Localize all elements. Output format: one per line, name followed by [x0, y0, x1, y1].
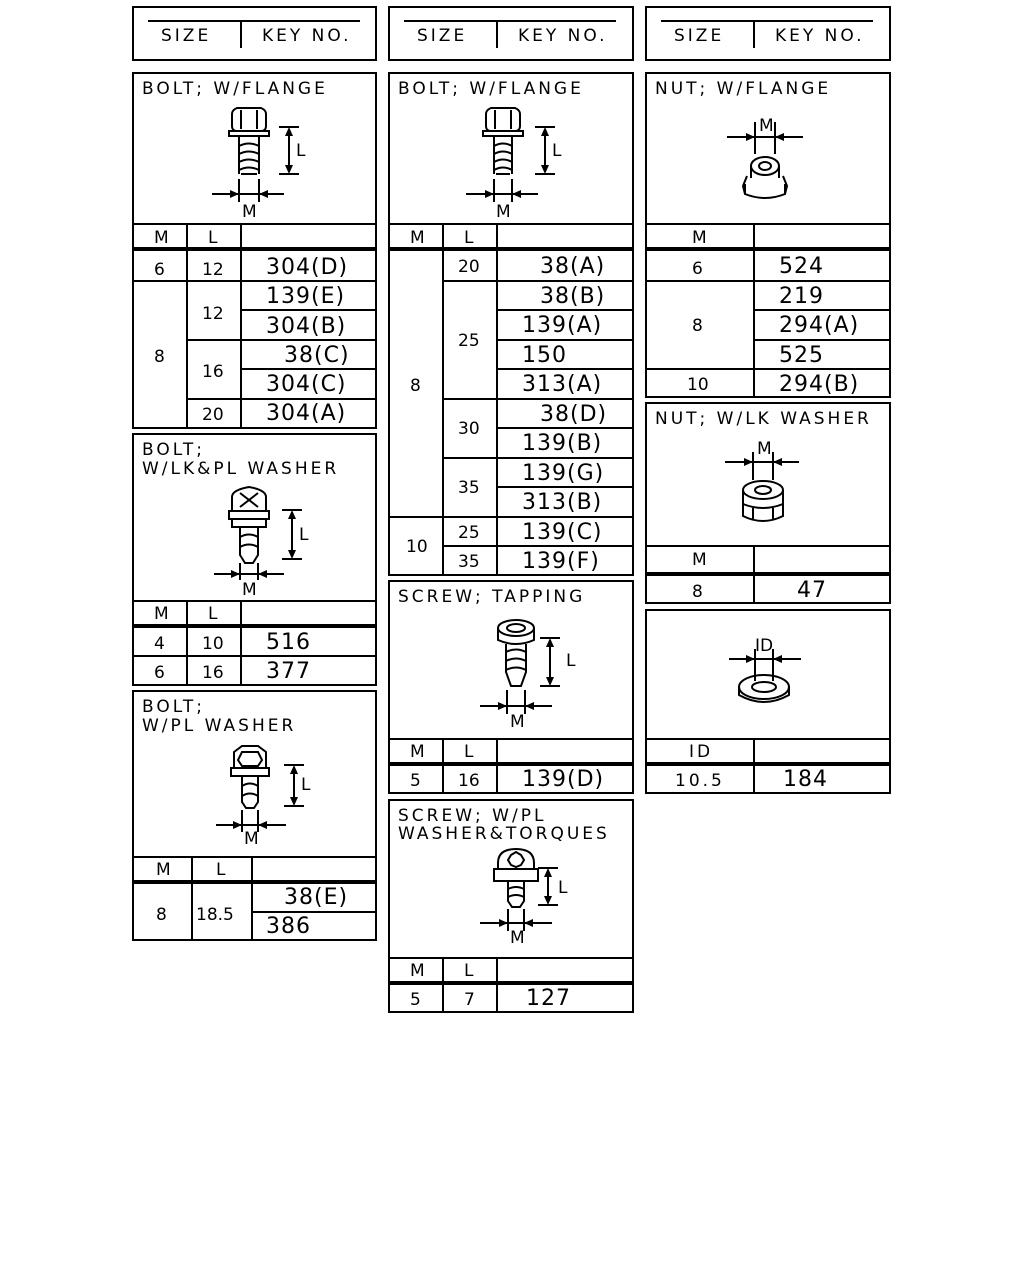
panel-bolt-flange-2	[388, 72, 634, 576]
dim-id: ID	[755, 636, 774, 656]
cell-key: 304(C)	[266, 372, 347, 397]
col-l: L	[216, 860, 226, 880]
cell-l: 16	[458, 771, 480, 791]
cell-key: 139(G)	[522, 461, 605, 486]
cell-m: 10	[406, 537, 428, 557]
dim-m: M	[757, 439, 772, 459]
cell-m: 8	[692, 316, 703, 336]
cell-key: 184	[783, 767, 828, 792]
bolt-lk-pl-drawing	[134, 435, 379, 600]
header-box-3	[645, 6, 891, 61]
dim-l: L	[301, 775, 311, 795]
col-m: M	[692, 228, 707, 248]
cell-l: 30	[458, 419, 480, 439]
cell-l: 35	[458, 478, 480, 498]
bolt-pl-drawing	[134, 692, 379, 857]
cell-key: 294(B)	[779, 372, 860, 397]
dim-m: M	[242, 202, 257, 222]
col-m: M	[154, 604, 169, 624]
cell-l: 25	[458, 331, 480, 351]
cell-key: 38(B)	[540, 284, 606, 309]
panel-title: NUT; W/FLANGE	[655, 79, 832, 99]
cell-l: 35	[458, 552, 480, 572]
panel-title-line2: W/PL WASHER	[142, 716, 297, 736]
cell-key: 304(D)	[266, 255, 349, 280]
dim-l: L	[566, 651, 576, 671]
screw-tapping-drawing	[390, 582, 636, 738]
dim-m: M	[510, 712, 525, 732]
cell-m: 8	[156, 905, 167, 925]
col-m: M	[410, 228, 425, 248]
cell-key: 139(A)	[522, 313, 603, 338]
cell-key: 386	[266, 914, 311, 939]
cell-m: 8	[692, 582, 703, 602]
cell-key: 38(E)	[284, 885, 349, 910]
panel-title-line1: BOLT;	[142, 440, 205, 460]
panel-bolt-pl-washer	[132, 690, 377, 941]
bolt-flange-drawing	[134, 74, 379, 224]
cell-m: 5	[410, 771, 421, 791]
cell-l: 12	[202, 304, 224, 324]
dim-l: L	[552, 141, 562, 161]
cell-key: 38(D)	[540, 402, 608, 427]
col-l: L	[208, 228, 218, 248]
panel-screw-torques	[388, 799, 634, 1013]
cell-m: 6	[154, 260, 165, 280]
panel-title: BOLT; W/FLANGE	[142, 79, 328, 99]
panel-nut-flange	[645, 72, 891, 398]
col-l: L	[464, 742, 474, 762]
header-size: SIZE	[674, 26, 725, 46]
bolt-flange-drawing	[390, 74, 636, 224]
cell-l: 7	[464, 990, 475, 1010]
cell-l: 20	[202, 405, 224, 425]
panel-title-line1: BOLT;	[142, 697, 205, 717]
panel-screw-tapping	[388, 580, 634, 794]
cell-key: 47	[797, 578, 827, 603]
panel-bolt-lk-pl-washer	[132, 433, 377, 686]
dim-m: M	[496, 202, 511, 222]
header-box-2	[388, 6, 634, 61]
cell-l: 18.5	[196, 905, 234, 925]
cell-l: 10	[202, 634, 224, 654]
dim-l: L	[296, 141, 306, 161]
cell-key: 139(D)	[522, 767, 605, 792]
col-l: L	[464, 961, 474, 981]
cell-m: 6	[154, 663, 165, 683]
cell-l: 16	[202, 362, 224, 382]
cell-m: 8	[154, 347, 165, 367]
col-m: M	[156, 860, 171, 880]
cell-m: 5	[410, 990, 421, 1010]
header-box-1	[132, 6, 377, 61]
dim-m: M	[510, 928, 525, 948]
header-key-no: KEY NO.	[518, 26, 608, 46]
cell-key: 127	[526, 986, 571, 1011]
cell-key: 525	[779, 343, 824, 368]
cell-m: 4	[154, 634, 165, 654]
panel-title-line2: W/LK&PL WASHER	[142, 459, 340, 479]
cell-key: 304(A)	[266, 401, 347, 426]
col-l: L	[464, 228, 474, 248]
cell-key: 304(B)	[266, 314, 347, 339]
panel-bolt-flange-1	[132, 72, 377, 429]
dim-m: M	[244, 829, 259, 849]
col-m: M	[410, 961, 425, 981]
cell-key: 150	[522, 343, 567, 368]
panel-nut-lk-washer	[645, 402, 891, 604]
col-m: M	[154, 228, 169, 248]
header-key-no: KEY NO.	[262, 26, 352, 46]
cell-m: 10	[687, 375, 709, 395]
cell-key: 139(E)	[266, 284, 346, 309]
cell-m: 6	[692, 259, 703, 279]
header-key-no: KEY NO.	[775, 26, 865, 46]
cell-id: 10.5	[675, 771, 725, 791]
nut-lk-washer-drawing	[647, 404, 893, 546]
dim-m: M	[242, 580, 257, 600]
panel-title-line1: SCREW; W/PL	[398, 806, 547, 826]
cell-key: 524	[779, 254, 824, 279]
cell-key: 219	[779, 284, 824, 309]
cell-key: 516	[266, 630, 311, 655]
header-size: SIZE	[161, 26, 212, 46]
cell-key: 377	[266, 659, 311, 684]
col-id: ID	[689, 742, 714, 762]
panel-title: NUT; W/LK WASHER	[655, 409, 872, 429]
cell-key: 313(B)	[522, 490, 603, 515]
dim-l: L	[558, 878, 568, 898]
cell-l: 12	[202, 260, 224, 280]
col-m: M	[692, 550, 707, 570]
cell-key: 38(C)	[284, 343, 350, 368]
cell-key: 139(B)	[522, 431, 603, 456]
nut-flange-drawing	[647, 74, 893, 224]
dim-l: L	[299, 525, 309, 545]
cell-l: 25	[458, 523, 480, 543]
dim-m: M	[759, 116, 774, 136]
cell-key: 38(A)	[540, 254, 606, 279]
cell-m: 8	[410, 376, 421, 396]
cell-l: 16	[202, 663, 224, 683]
panel-washer	[645, 609, 891, 794]
header-size: SIZE	[417, 26, 468, 46]
cell-l: 20	[458, 257, 480, 277]
panel-title-line2: WASHER&TORQUES	[398, 824, 610, 844]
col-m: M	[410, 742, 425, 762]
washer-drawing	[647, 611, 893, 739]
cell-key: 139(F)	[522, 549, 600, 574]
screw-torques-drawing	[390, 801, 636, 957]
cell-key: 139(C)	[522, 520, 603, 545]
col-l: L	[208, 604, 218, 624]
cell-key: 294(A)	[779, 313, 860, 338]
panel-title: BOLT; W/FLANGE	[398, 79, 584, 99]
panel-title: SCREW; TAPPING	[398, 587, 586, 607]
cell-key: 313(A)	[522, 372, 603, 397]
